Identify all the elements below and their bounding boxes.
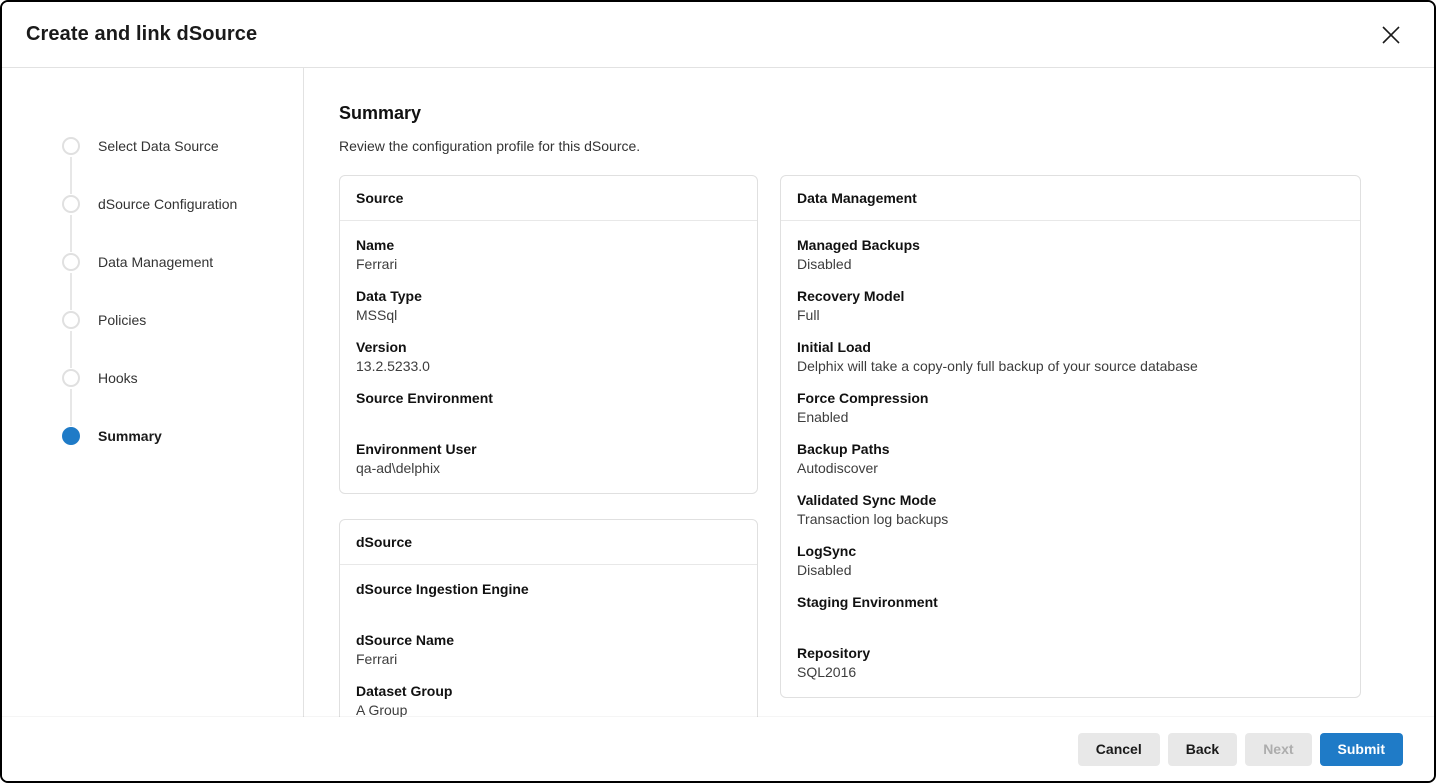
submit-button[interactable]: Submit <box>1320 733 1403 766</box>
field-dsource-ingestion-engine <box>356 580 741 618</box>
field-managed-backups <box>797 236 1344 274</box>
field-name <box>356 236 741 274</box>
page-title: Summary <box>339 103 422 123</box>
field-label: Version <box>356 339 407 355</box>
field-value: SQL2016 <box>797 664 857 680</box>
field-value: Delphix will take a copy-only full backup of your source database <box>797 358 1198 374</box>
panel-dsource <box>339 519 758 717</box>
step-circle-icon <box>62 195 80 213</box>
field-logsync <box>797 542 1344 580</box>
panel-body <box>340 565 757 717</box>
field-label: Backup Paths <box>797 441 890 457</box>
close-icon <box>1380 24 1402 46</box>
page-description: Review the configuration profile for this dSource. <box>339 138 641 154</box>
field-value: 13.2.5233.0 <box>356 358 430 374</box>
field-value <box>797 612 1344 631</box>
field-value <box>356 599 741 618</box>
field-label: Validated Sync Mode <box>797 492 937 508</box>
panel-data-management <box>780 175 1361 698</box>
field-dataset-group <box>356 682 741 717</box>
field-dsource-name <box>356 631 741 669</box>
field-value <box>356 408 741 427</box>
field-value: Transaction log backups <box>797 511 949 527</box>
panel-header <box>340 520 757 565</box>
field-label: Initial Load <box>797 339 871 355</box>
stepper-step-dsource-configuration[interactable] <box>2 175 303 233</box>
field-label: Recovery Model <box>797 288 905 304</box>
step-label: Policies <box>98 312 147 328</box>
panel-title: dSource <box>356 534 413 550</box>
panel-header <box>340 176 757 221</box>
stepper-step-policies[interactable] <box>2 291 303 349</box>
step-label: Data Management <box>98 254 214 270</box>
stepper-step-hooks[interactable] <box>2 349 303 407</box>
field-value: A Group <box>356 702 408 717</box>
panel-title: Data Management <box>797 190 917 206</box>
field-label: Managed Backups <box>797 237 920 253</box>
step-circle-icon <box>62 369 80 387</box>
summary-content <box>304 68 1434 717</box>
field-value: Ferrari <box>356 651 398 667</box>
field-label: Name <box>356 237 395 253</box>
field-initial-load <box>797 338 1344 376</box>
field-environment-user <box>356 440 741 478</box>
field-data-type <box>356 287 741 325</box>
field-value: qa-ad\delphix <box>356 460 441 476</box>
stepper-step-select-data-source[interactable] <box>2 117 303 175</box>
step-label: Select Data Source <box>98 138 219 154</box>
back-button[interactable]: Back <box>1168 733 1237 766</box>
field-label: Repository <box>797 645 871 661</box>
field-validated-sync-mode <box>797 491 1344 529</box>
field-label: Environment User <box>356 441 477 457</box>
field-label: Dataset Group <box>356 683 453 699</box>
step-circle-icon <box>62 137 80 155</box>
field-value: Enabled <box>797 409 849 425</box>
panel-body <box>340 221 757 493</box>
field-label: Source Environment <box>356 390 493 406</box>
field-value: Autodiscover <box>797 460 878 476</box>
panel-body <box>781 221 1360 697</box>
field-label: dSource Ingestion Engine <box>356 581 529 597</box>
field-value: MSSql <box>356 307 398 323</box>
next-button: Next <box>1245 733 1311 766</box>
field-recovery-model <box>797 287 1344 325</box>
field-version <box>356 338 741 376</box>
panel-header <box>781 176 1360 221</box>
dialog-header <box>2 2 1434 68</box>
field-value: Ferrari <box>356 256 398 272</box>
panel-title: Source <box>356 190 404 206</box>
dialog-body <box>2 68 1434 717</box>
step-label: Hooks <box>98 370 138 386</box>
dialog-title: Create and link dSource <box>26 23 258 45</box>
summary-column-left <box>339 175 758 717</box>
field-force-compression <box>797 389 1344 427</box>
stepper-step-summary[interactable] <box>2 407 303 465</box>
field-value: Full <box>797 307 820 323</box>
field-staging-environment <box>797 593 1344 631</box>
summary-column-right <box>780 175 1361 698</box>
panel-source <box>339 175 758 494</box>
wizard-stepper <box>2 68 304 717</box>
stepper-step-data-management[interactable] <box>2 233 303 291</box>
summary-columns <box>339 175 1361 717</box>
field-source-environment <box>356 389 741 427</box>
step-circle-icon <box>62 311 80 329</box>
field-label: dSource Name <box>356 632 455 648</box>
field-label: LogSync <box>797 543 857 559</box>
close-button[interactable] <box>1376 20 1406 50</box>
step-circle-icon <box>62 253 80 271</box>
field-label: Data Type <box>356 288 422 304</box>
step-label: dSource Configuration <box>98 196 238 212</box>
field-value: Disabled <box>797 562 852 578</box>
step-circle-icon <box>62 427 80 445</box>
dialog-footer <box>2 717 1434 781</box>
field-label: Staging Environment <box>797 594 938 610</box>
field-label: Force Compression <box>797 390 929 406</box>
field-backup-paths <box>797 440 1344 478</box>
field-repository <box>797 644 1344 682</box>
cancel-button[interactable]: Cancel <box>1078 733 1160 766</box>
step-label: Summary <box>98 428 162 444</box>
field-value: Disabled <box>797 256 852 272</box>
